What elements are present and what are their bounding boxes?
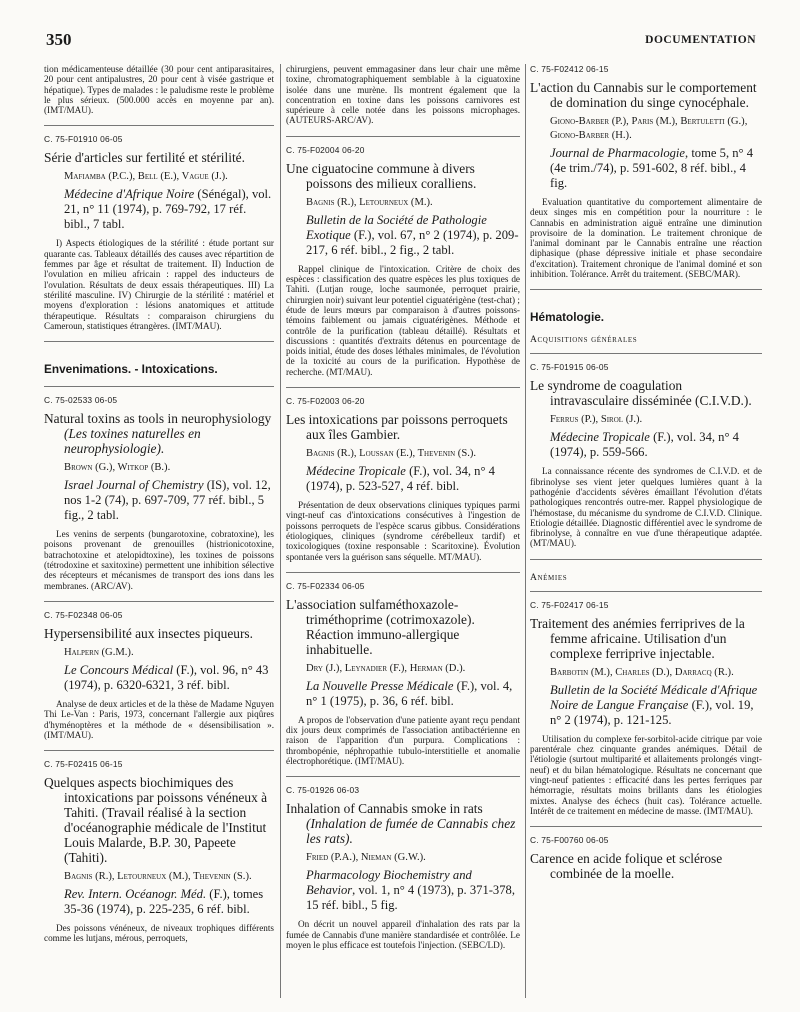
entry-title: Hypersensibilité aux insectes piqueurs. bbox=[44, 625, 253, 641]
entry-code: C. 75-F01910 06-05 bbox=[44, 134, 123, 145]
journal-name: Médecine d'Afrique Noire bbox=[64, 187, 195, 202]
entry-title: L'association sulfaméthoxazole-triméthoprime (cotrimoxazole). Réaction immuno-allergique inhabituelle. bbox=[286, 596, 475, 657]
entry-journal bbox=[44, 187, 274, 232]
entry-journal: Journal de Pharmacologie, tome 5, n° 4 (4e trim./74), p. 591-602, 8 réf. bibl., 4 fig. bbox=[550, 146, 754, 190]
entry-abstract: Analyse de deux articles et de la thèse de Madame Nguyen Thi Le-Van : Paris, 1973, concernant l'allergie aux piqûres d'hyménoptères et la méthode de « désensibilisation ». (IMT/MAU). bbox=[44, 698, 274, 740]
entry bbox=[530, 64, 762, 279]
section-title: Envenimations. - Intoxications. bbox=[44, 362, 218, 377]
entry-abstract: Des poissons vénéneux, de niveaux trophiques différents comme les lutjans, mérous, perroquets, bbox=[44, 923, 274, 944]
entry bbox=[530, 353, 762, 548]
entry-title: Traitement des anémies ferriprives de la femme africaine. Utilisation d'un complexe ferriprive injectable. bbox=[530, 615, 745, 661]
entry-abstract: Présentation de deux observations cliniques typiques parmi vingt-neuf cas d'intoxications consécutives à l'ingestion de poissons perroquets de l'espèce scarus gibbus. Considérations étiologiques, cliniques (syndrome cérébelleux tardif) et toxicologiques (toxine responsable : Scaritoxine). Évolution spontanée vers la guérison sans séquelle. MT/MAU). bbox=[286, 500, 520, 562]
entry-authors: Dry (J.), Leynadier (F.), Herman (D.). bbox=[306, 662, 466, 674]
entry-authors: Bagnis (R.), Letourneux (M.). bbox=[306, 196, 433, 208]
entry-journal: Rev. Intern. Océanogr. Méd. (F.), tomes 35-36 (1974), p. 225-235, 6 réf. bibl. bbox=[64, 887, 264, 917]
entry bbox=[530, 591, 762, 816]
entry-authors: Giono-Barber (P.), Paris (M.), Bertuletti (G.), Giono-Barber (H.). bbox=[550, 116, 748, 141]
entry-authors: Halpern (G.M.). bbox=[64, 646, 134, 658]
running-head: DOCUMENTATION bbox=[645, 34, 756, 46]
entry-code: C. 75-F00760 06-05 bbox=[530, 835, 609, 846]
entry-journal: Bulletin de la Société Médicale d'Afrique Noire de Langue Française (F.), vol. 19, n° 2 (1974), p. 121-125. bbox=[550, 682, 758, 727]
section-title: Hématologie. bbox=[530, 310, 605, 325]
entry-abstract: A propos de l'observation d'une patiente ayant reçu pendant dix jours deux comprimés de l'association antibactérienne en raison de l'apparition d'un purpura. Complications : thrombopénie, néphropathie tubulo-interstitielle et anomalie électrophorétique. (IMT/MAU). bbox=[286, 714, 520, 767]
entry bbox=[286, 776, 520, 950]
entry-title: Natural toxins as tools in neurophysiology (Les toxines naturelles en neurophysiologie). bbox=[44, 411, 272, 457]
column-3 bbox=[530, 64, 762, 998]
continued-entry bbox=[44, 64, 274, 115]
entry-code: C. 75-01926 06-03 bbox=[286, 785, 360, 796]
entry-code: C. 75-F02003 06-20 bbox=[286, 396, 365, 407]
entry-authors: Brown (G.), Witkop (B.). bbox=[64, 462, 171, 474]
subsection-title: Anémies bbox=[530, 571, 568, 583]
entry bbox=[286, 136, 520, 377]
entry bbox=[44, 386, 274, 591]
entry-title: Une ciguatocine commune à divers poissons des milieux coralliens. bbox=[286, 160, 477, 191]
journal-details: (Sénégal), vol. 21, n° 11 (1974), p. 769-792, 17 réf. bibl., 7 tabl. bbox=[64, 187, 272, 232]
column-1 bbox=[44, 64, 274, 998]
page-number: 350 bbox=[46, 30, 72, 49]
entry-authors: Ferrus (P.), Sirol (J.). bbox=[550, 414, 643, 426]
entry-abstract: Utilisation du complexe fer-sorbitol-acide citrique par voie parentérale chez cinquante grandes anémiques. Détail de l'étiologie (surtout multiparité et allaitements prolongés vingt-neuf) et du bilan hématologique. Résultats ne concernant que vingt-neuf patientes : efficacité dans les pertes ferriques par hémorragie, résultats moins brillants dans les étiologies mixtes. Analyse des échecs (huit cas). Tolérance actuelle. Intérêt de ce traitement en médecine de masse. (IMT/MAU). bbox=[530, 733, 762, 816]
entry-code: C. 75-F02412 06-15 bbox=[530, 64, 609, 74]
entry-journal: Le Concours Médical (F.), vol. 96, n° 43 (1974), p. 6320-6321, 3 réf. bibl. bbox=[64, 662, 269, 692]
section-divider bbox=[44, 341, 274, 342]
entry-authors: Mafiamba (P.C.), Bell (E.), Vague (J.). bbox=[64, 171, 228, 183]
entry-code: C. 75-F02004 06-20 bbox=[286, 144, 365, 155]
entry bbox=[530, 826, 762, 881]
entry-code: C. 75-F02348 06-05 bbox=[44, 609, 123, 620]
column-divider bbox=[280, 64, 281, 998]
entry-title: Les intoxications par poissons perroquets aux îles Gambier. bbox=[286, 412, 508, 443]
column-2 bbox=[286, 64, 520, 998]
entry bbox=[44, 601, 274, 740]
column-divider bbox=[525, 64, 526, 998]
entry-abstract: On décrit un nouvel appareil d'inhalation des rats par la fumée de Cannabis d'une manière standardisée et contrôlée. Le moyen le plus efficace est toutefois l'injection. (SEBC/LD). bbox=[286, 919, 520, 950]
entry-journal: Bulletin de la Société de Pathologie Exotique (F.), vol. 67, n° 2 (1974), p. 209-217, 6 réf. bibl., 2 fig., 2 tabl. bbox=[306, 212, 519, 257]
entry-title: L'action du Cannabis sur le comportement de domination du singe cynocéphale. bbox=[530, 80, 757, 110]
entry-code: C. 75-F02417 06-15 bbox=[530, 599, 609, 610]
entry-journal: La Nouvelle Presse Médicale (F.), vol. 4, n° 1 (1975), p. 36, 6 réf. bibl. bbox=[306, 678, 513, 708]
entry-title: Inhalation of Cannabis smoke in rats (Inhalation de fumée de Cannabis chez les rats). bbox=[286, 801, 516, 847]
entry-authors: Fried (P.A.), Nieman (G.W.). bbox=[306, 852, 426, 864]
entry-authors: Bagnis (R.), Letourneux (M.), Thevenin (S.). bbox=[64, 871, 252, 883]
entry-abstract: Les venins de serpents (bungarotoxine, cobratoxine), les poisons provenant de grenouilles (histrionicotoxine, batrachotoxine et atelopidtoxine), les toxines de poissons (tétrodoxine et saxitoxine) permettent une inhibition sélective des récepteurs et mécanismes de transport des ions dans les membranes. (ARC/AV). bbox=[44, 529, 274, 591]
entry-abstract: Rappel clinique de l'intoxication. Critère de choix des espèces : classification des quatre espèces les plus toxiques de Tahiti. (Lutjan rouge, loche saumonée, perroquet prairie, chirurgien noir) suivant leur potentiel ciguatérigène (test-chat) ; étude de leurs mœurs par comparaison à d'autres poissons-témoins faiblement ou jamais ciguatérigènes. Méthode et contrôle de la purification (tableau détaillé). Résultats et discussions : quantités d'extraits détenus en pourcentage de poids initial, étude des doses léthales minimales, de l'évolution de la toxicité au cours de la purification. Hypothèse de recherche. (MT/MAU). bbox=[286, 263, 520, 377]
entry-abstract: I) Aspects étiologiques de la stérilité : étude portant sur quarante cas. Tableaux détaillés des causes avec répartition de femmes par âge et résultat de traitement. II) Induction de l'ovulation en milieu africain : rappel des inducteurs de l'ovulation. Résultats de deux essais thérapeutiques. III) La stérilité masculine. IV) Chirurgie de la stérilité : matériel et moyens d'exploration : lésions anatomiques et attitude thérapeutique. Résultats : comparaison chirurgiens du Cameroun, statistiques étrangères. (IMT/MAU). bbox=[44, 238, 274, 331]
entry-abstract: La connaissance récente des syndromes de C.I.V.D. et de fibrinolyse ses vient jeter quelques lumières quant à la pathogénie d'accidents sévères émaillant l'évolution d'états pathologiques rencontrés outre-mer. Rappel physiologique de l'hémostase, du mécanisme du syndrome de C.I.V.D. Clinique. Etiologie détaillée. Diagnostic différentiel avec le syndrome de fibrinolyse, à connaître en vue d'une thérapeutique adaptée. (MT/MAU). bbox=[530, 466, 762, 549]
continued-entry bbox=[286, 64, 520, 126]
section-divider bbox=[530, 559, 762, 560]
entry-title: Carence en acide folique et sclérose combinée de la moelle. bbox=[530, 851, 723, 882]
entry-code: C. 75-F01915 06-05 bbox=[530, 362, 609, 373]
entry-code: C. 75-F02334 06-05 bbox=[286, 580, 365, 591]
entry-abstract: chirurgiens, peuvent emmagasiner dans leur chair une même toxine, chromatographiquement semblable à la ciguatoxine isolée dans une murène. Ils montrent également que la concentration en toxine dans les poissons carnivores est supérieure à celle notée dans les poissons microphages. (AUTEURS-ARC/AV). bbox=[286, 64, 520, 126]
entry-authors: Bagnis (R.), Loussan (E.), Thevenin (S.). bbox=[306, 448, 477, 460]
entry-code: C. 75-02533 06-05 bbox=[44, 395, 118, 406]
entry-journal: Médecine Tropicale (F.), vol. 34, n° 4 (1974), p. 523-527, 4 réf. bibl. bbox=[306, 464, 495, 494]
entry-title: Quelques aspects biochimiques des intoxications par poissons vénéneux à Tahiti. (Travail réalisé à la section d'océanographie médicale de l'Institut Louis Malarde, B.P. 30, Papeete (Tahiti). bbox=[44, 775, 268, 866]
entry-journal: Israel Journal of Chemistry (IS), vol. 12, nos 1-2 (74), p. 697-709, 77 réf. bibl., 5 fig., 2 tabl. bbox=[64, 478, 271, 523]
entry-abstract: Evaluation quantitative du comportement alimentaire de deux singes mis en compétition pour la nourriture : le Cannabis en administration aiguë entraîne une diminution provisoire de la domination. Le traitement chronique de l'animal dominant par le Cannabis entraîne une réaction diphasique (phase dépressive initiale et phase secondaire d'excitation). Traitement chronique de l'animal dominé et son inhibition. Tolérance. Arrêt du traitement. (SEBC/MAR). bbox=[530, 197, 762, 280]
subsection-title: Acquisitions générales bbox=[530, 334, 638, 346]
entry-title: Le syndrome de coagulation intravasculaire disséminée (C.I.V.D.). bbox=[530, 378, 752, 409]
entry-abstract: tion médicamenteuse détaillée (30 pour cent antiparasitaires, 20 pour cent antipalustres, 20 pour cent à visée gastrique et hépatique). Types de malades : le paludisme reste le problème le plus sérieux. (500.000 accès en moyenne par an). (IMT/MAU). bbox=[44, 64, 274, 116]
entry bbox=[44, 125, 274, 331]
entry-journal: Pharmacology Biochemistry and Behavior, vol. 1, n° 4 (1973), p. 371-378, 15 réf. bibl., 5 fig. bbox=[306, 868, 515, 913]
entry bbox=[286, 387, 520, 562]
entry-title: Série d'articles sur fertilité et stérilité. bbox=[44, 150, 245, 166]
entry bbox=[286, 572, 520, 766]
entry-code: C. 75-F02415 06-15 bbox=[44, 759, 123, 770]
section-divider bbox=[530, 289, 762, 290]
entry bbox=[44, 750, 274, 944]
entry-authors: Barbotin (M.), Charles (D.), Darracq (R.). bbox=[550, 666, 734, 678]
entry-journal: Médecine Tropicale (F.), vol. 34, n° 4 (1974), p. 559-566. bbox=[550, 430, 739, 460]
